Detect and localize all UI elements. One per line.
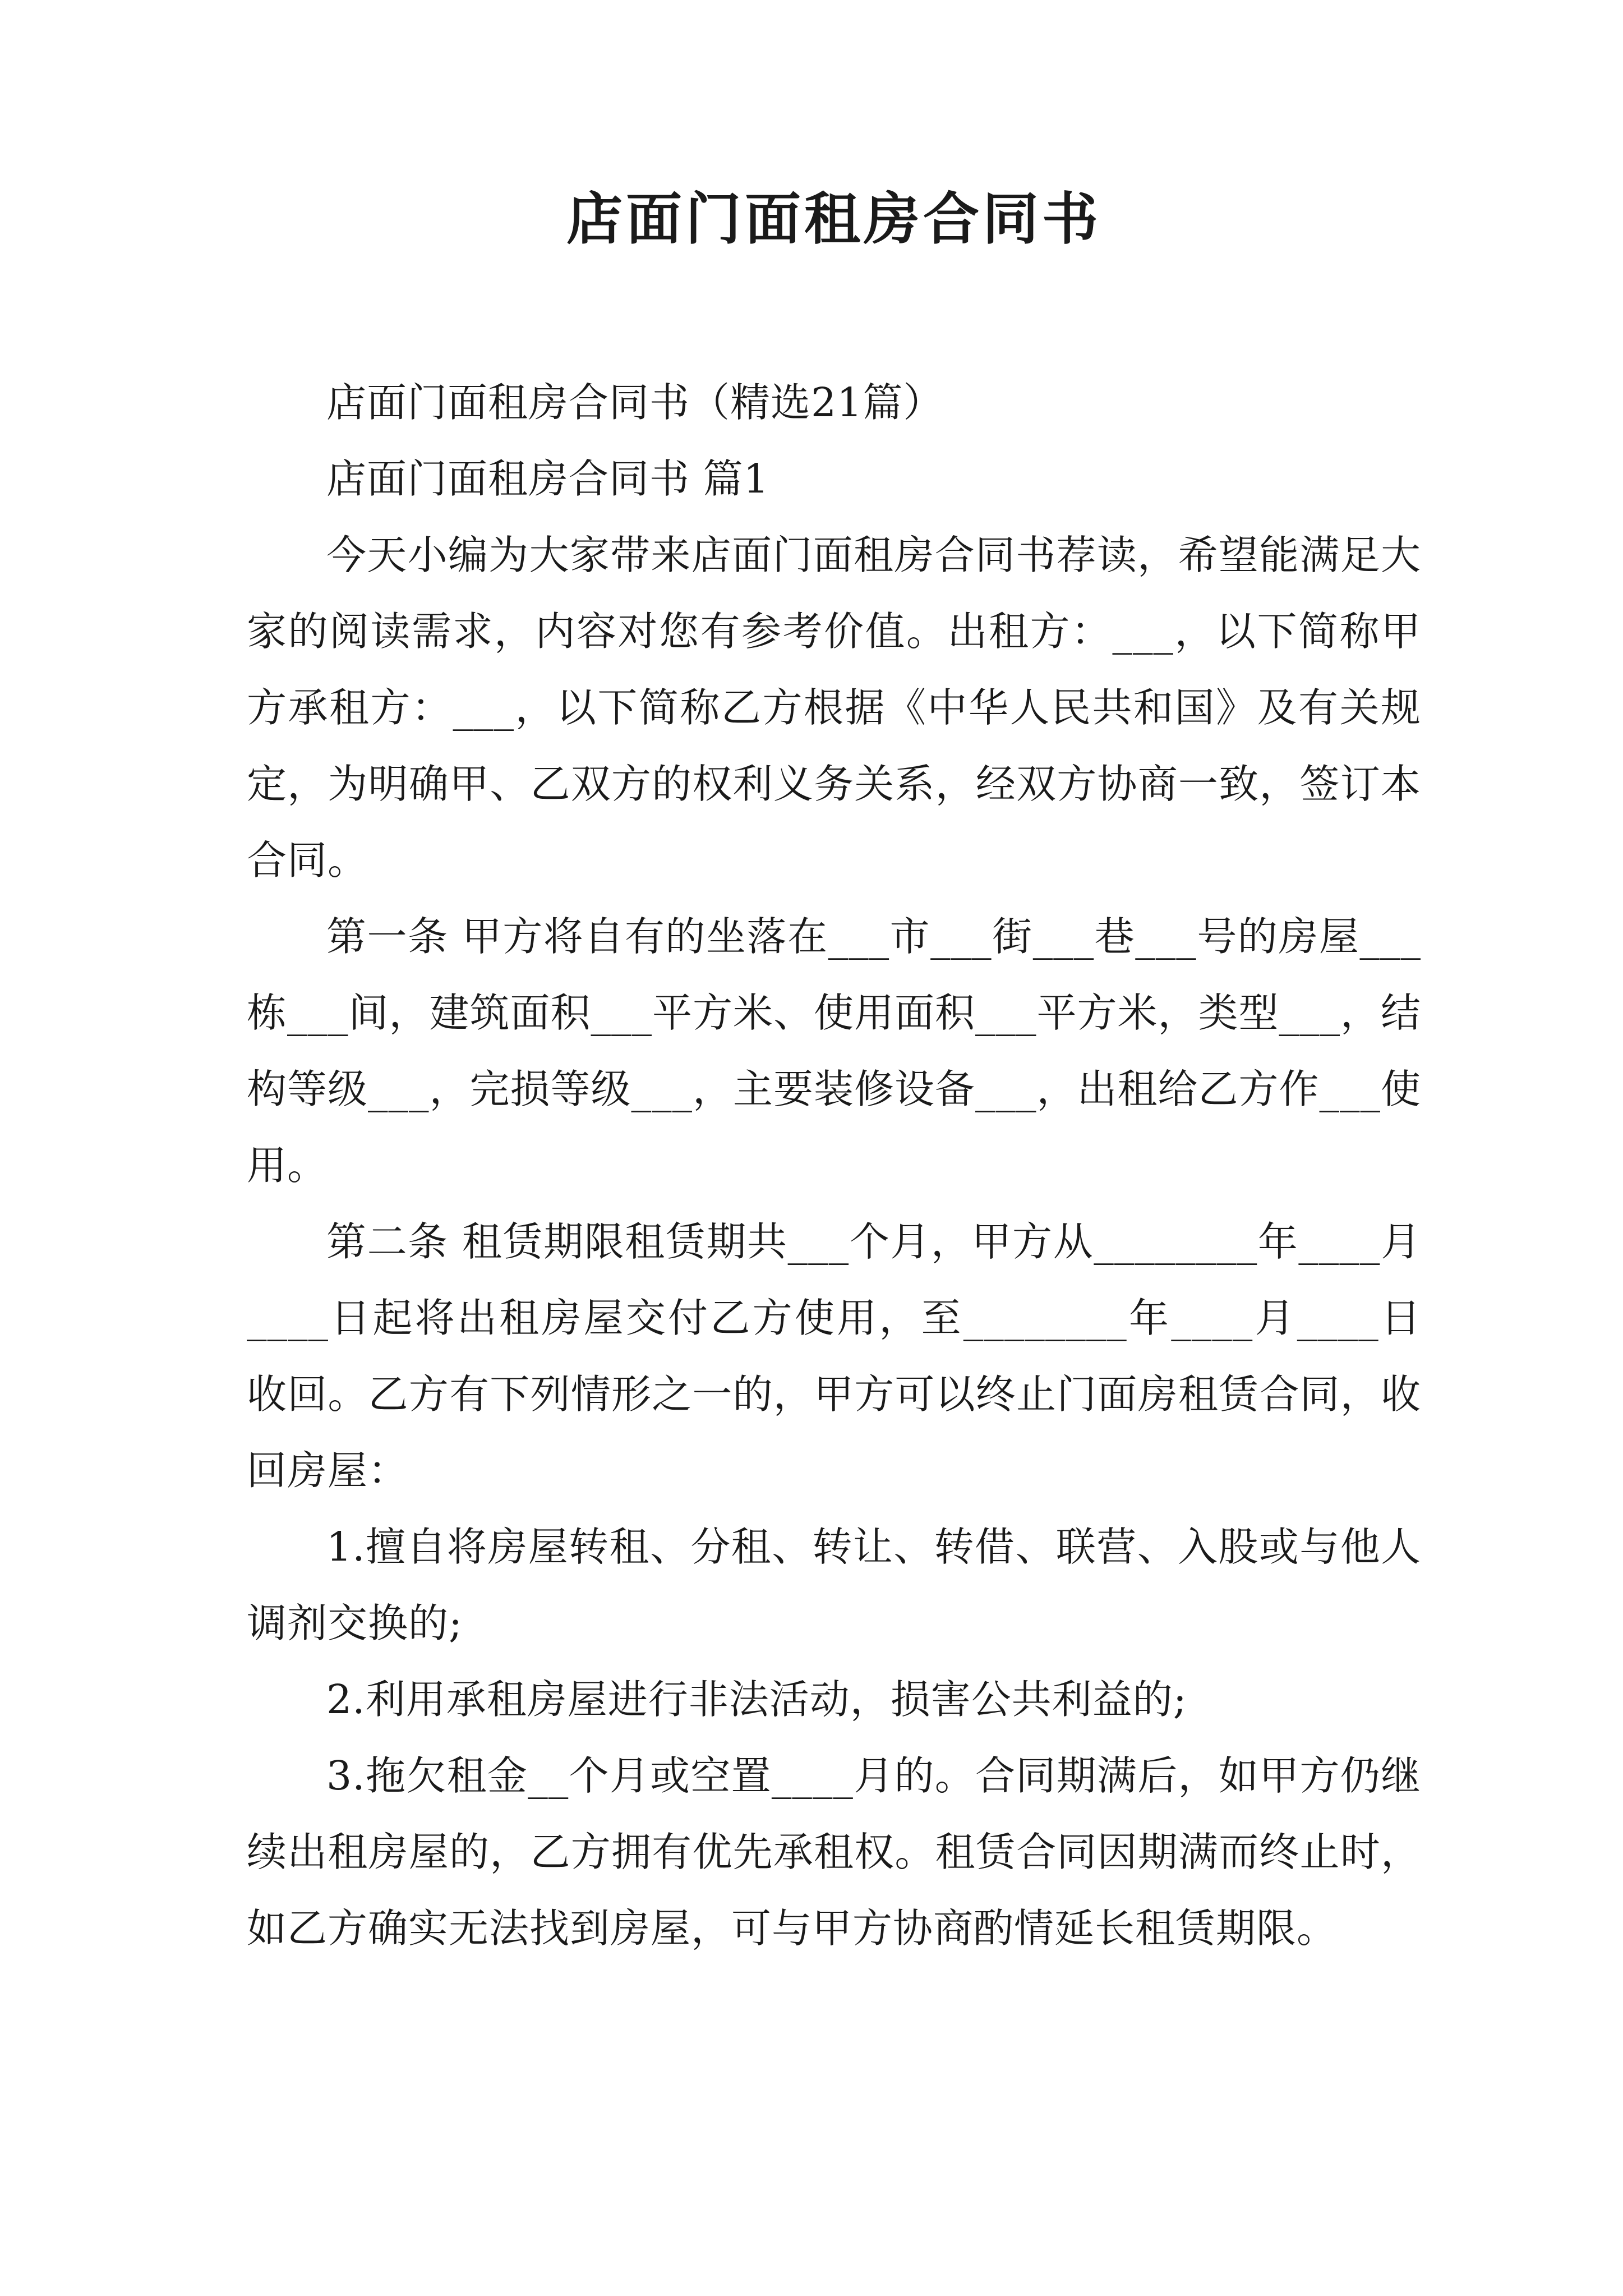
article-2-paragraph: 第二条 租赁期限租赁期共___个月，甲方从________年____月____日起将出租房屋交付乙方使用，至________年____月____日收回。乙方有下列情形之一的，甲方可以终止门面房租赁合同，收回房屋： (247, 1218, 1421, 1494)
document-title: 店面门面租房合同书 (566, 186, 1101, 252)
clause-1-paragraph: 1.擅自将房屋转租、分租、转让、转借、联营、入股或与他人调剂交换的; (247, 1524, 1421, 1646)
clause-3-paragraph: 3.拖欠租金__个月或空置____月的。合同期满后，如甲方仍继续出租房屋的，乙方拥有优先承租权。租赁合同因期满而终止时，如乙方确实无法找到房屋，可与甲方协商酌情延长租赁期限。 (247, 1752, 1421, 1952)
section-heading: 店面门面租房合同书 篇1 (326, 455, 769, 502)
intro-paragraph: 今天小编为大家带来店面门面租房合同书荐读，希望能满足大家的阅读需求，内容对您有参考价值。出租方：___，以下简称甲方承租方：___，以下简称乙方根据《中华人民共和国》及有关规定，为明确甲、乙双方的权利义务关系，经双方协商一致，签订本合同。 (247, 532, 1421, 884)
subtitle-paragraph: 店面门面租房合同书（精选21篇） (326, 379, 944, 426)
article-1-paragraph: 第一条 甲方将自有的坐落在___市___街___巷___号的房屋___栋___间，建筑面积___平方米、使用面积___平方米，类型___，结构等级___，完损等级___，主要装修设备___，出租给乙方作___使用。 (247, 913, 1422, 1189)
clause-2-paragraph: 2.利用承租房屋进行非法活动，损害公共利益的; (326, 1676, 1187, 1723)
